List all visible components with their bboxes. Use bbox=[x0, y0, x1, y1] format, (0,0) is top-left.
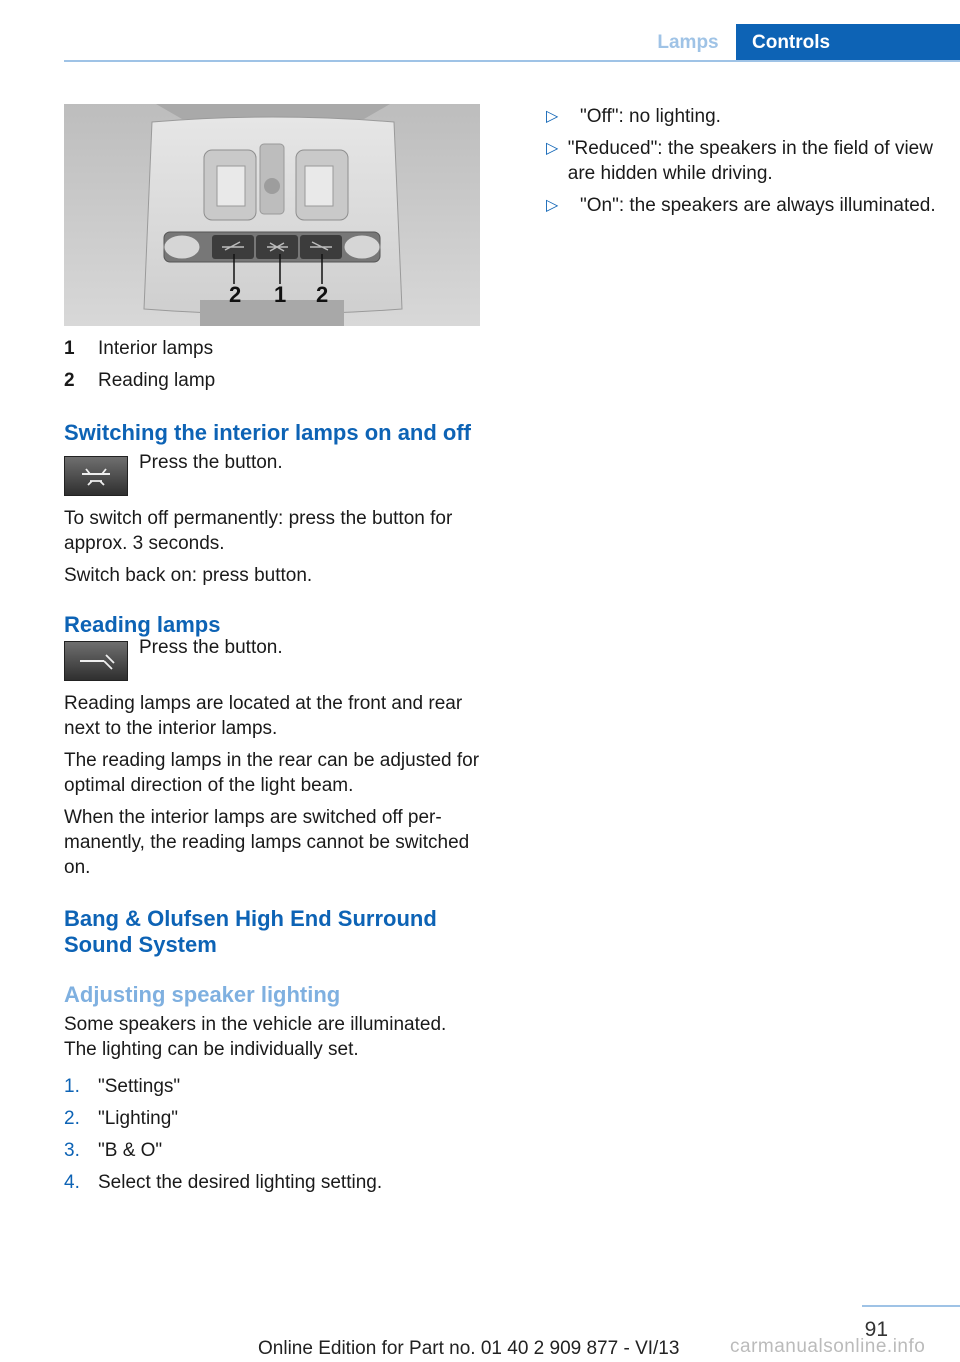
option-item bbox=[546, 104, 936, 129]
step-number: 3. bbox=[64, 1140, 80, 1161]
callout-reading-left: 2 bbox=[229, 282, 242, 307]
right-column bbox=[546, 104, 936, 225]
step-text: "Settings" bbox=[98, 1076, 181, 1097]
legend-text: Reading lamp bbox=[98, 370, 216, 391]
step-number: 2. bbox=[64, 1108, 80, 1129]
page-number: 91 bbox=[864, 1318, 888, 1341]
callout-reading-right: 2 bbox=[316, 282, 329, 307]
interior-press-text: Press the button. bbox=[139, 452, 283, 473]
chapter-tab[interactable]: Controls bbox=[736, 24, 960, 62]
step-item bbox=[64, 1106, 480, 1138]
option-item bbox=[546, 193, 936, 218]
legend-item bbox=[64, 336, 480, 368]
step-item bbox=[64, 1138, 480, 1170]
triangle-bullet-icon: ▷ bbox=[546, 140, 559, 157]
bo-heading: Bang & Olufsen High End Surround Sound System bbox=[64, 906, 437, 957]
reading-paragraph-3: When the interior lamps are switched off permanently, the reading lamps cannot be switched on. bbox=[64, 807, 470, 878]
callout-interior: 1 bbox=[274, 282, 287, 307]
reading-lamps-heading: Reading lamps bbox=[64, 612, 221, 637]
watermark: carmanualsonline.info bbox=[730, 1336, 926, 1357]
interior-button-row bbox=[64, 452, 480, 496]
step-number: 1. bbox=[64, 1076, 80, 1097]
legend-text: Interior lamps bbox=[98, 338, 214, 359]
interior-paragraph-2: Switch back on: press button. bbox=[64, 565, 313, 586]
step-text: "Lighting" bbox=[98, 1108, 179, 1129]
option-text: "Reduced": the speakers in the field of view are hidden while driving. bbox=[567, 138, 933, 184]
footer-rule bbox=[862, 1305, 960, 1307]
reading-paragraph-2: The reading lamps in the rear can be adjusted for optimal direction of the light beam. bbox=[64, 750, 480, 796]
overhead-console-figure bbox=[64, 104, 480, 326]
speaker-lighting-subheading: Adjusting speaker lighting bbox=[64, 982, 341, 1007]
option-item bbox=[546, 136, 936, 186]
left-column bbox=[64, 104, 480, 1202]
step-text: "B & O" bbox=[98, 1140, 163, 1161]
step-text: Select the desired lighting setting. bbox=[98, 1172, 383, 1193]
reading-lamp-button-icon bbox=[64, 641, 128, 681]
overhead-console-illustration bbox=[64, 104, 480, 326]
reading-paragraph-1: Reading lamps are located at the front and rear next to the interior lamps. bbox=[64, 693, 463, 739]
interior-lamps-heading: Switching the interior lamps on and off bbox=[64, 420, 472, 445]
section-tab[interactable]: Lamps bbox=[657, 32, 719, 53]
bo-paragraph: Some speakers in the vehicle are illuminated. The lighting can be individually set. bbox=[64, 1014, 447, 1060]
reading-press-text: Press the button. bbox=[139, 637, 283, 658]
edition-text: Online Edition for Part no. 01 40 2 909 877 - VI/13 bbox=[258, 1338, 680, 1359]
triangle-bullet-icon: ▷ bbox=[546, 197, 559, 214]
triangle-bullet-icon: ▷ bbox=[546, 108, 559, 125]
header-rule bbox=[64, 60, 960, 62]
step-number: 4. bbox=[64, 1172, 80, 1193]
reading-button-row bbox=[64, 637, 480, 681]
interior-lamp-button-icon bbox=[64, 456, 128, 496]
step-item bbox=[64, 1170, 480, 1202]
option-text: "Off": no lighting. bbox=[580, 106, 721, 127]
legend-number: 1 bbox=[64, 338, 75, 359]
option-text: "On": the speakers are always illuminated. bbox=[580, 195, 936, 216]
interior-paragraph-1: To switch off permanently: press the button for approx. 3 seconds. bbox=[64, 508, 453, 554]
legend-number: 2 bbox=[64, 370, 75, 391]
legend-item bbox=[64, 368, 480, 400]
step-item bbox=[64, 1074, 480, 1106]
